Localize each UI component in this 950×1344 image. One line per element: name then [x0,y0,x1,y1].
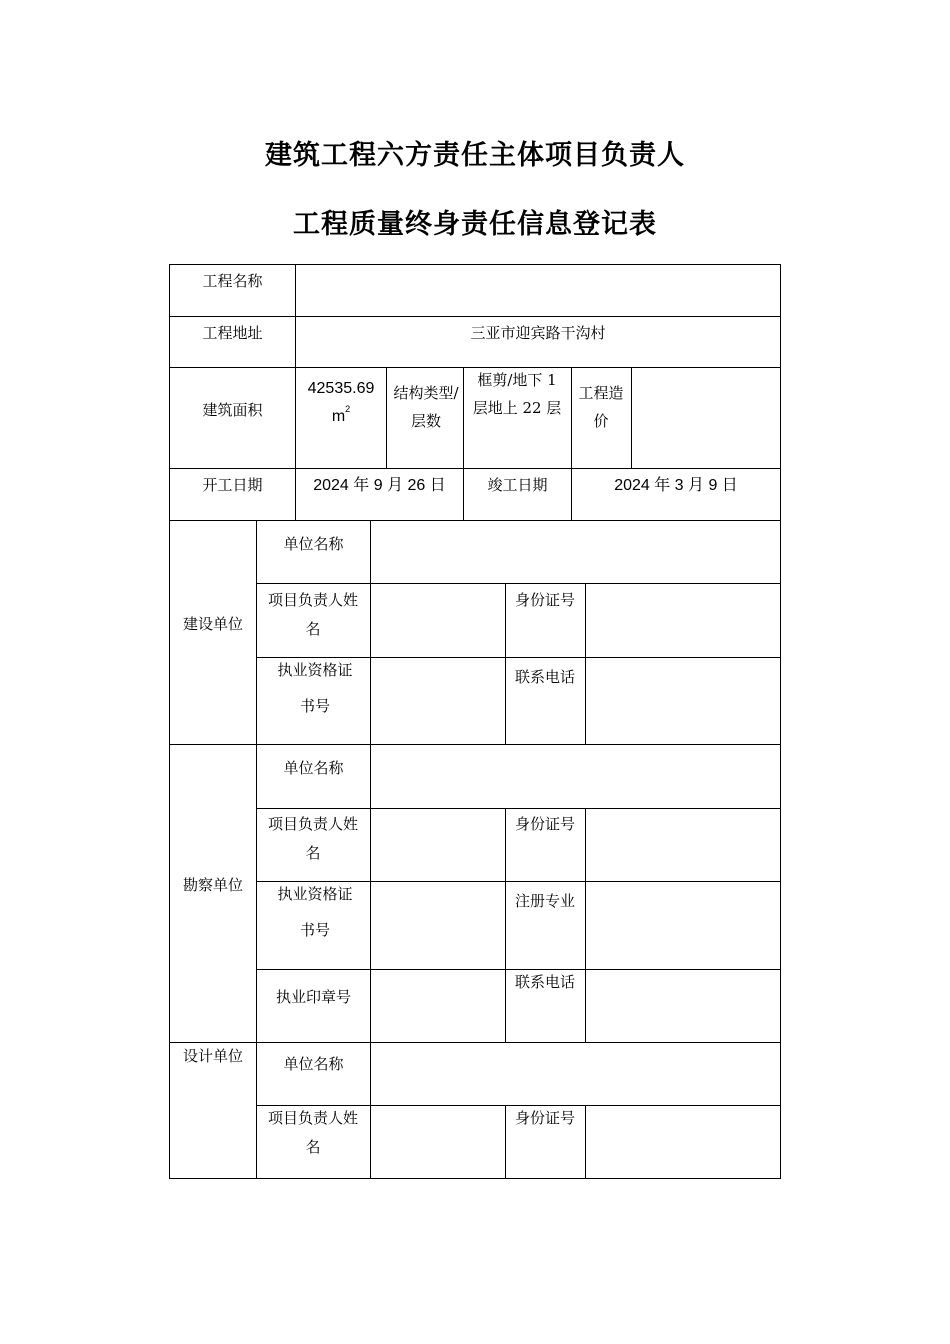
design-unit-name-value[interactable] [371,1042,780,1045]
project-name-label: 工程名称 [202,272,263,290]
building-area-value[interactable] [296,375,386,431]
survey-unit-name-label: 单位名称 [283,759,344,777]
survey-phone-value[interactable] [586,969,780,972]
construction-unit-name-value[interactable] [371,520,780,523]
survey-cert-value[interactable] [371,881,505,884]
construction-phone-label: 联系电话 [515,668,576,686]
design-id-value[interactable] [586,1105,780,1108]
construction-unit-label: 建设单位 [182,615,243,633]
survey-seal-value[interactable] [371,969,505,972]
construction-unit-name-label: 单位名称 [283,535,344,553]
survey-unit-name-value[interactable] [371,744,780,747]
survey-seal-label: 执业印章号 [275,988,351,1006]
construction-id-label: 身份证号 [515,591,576,609]
construction-id-value[interactable] [586,583,780,586]
survey-unit-label: 勘察单位 [182,876,243,894]
survey-major-label: 注册专业 [515,892,576,910]
design-manager-name-value[interactable] [371,1105,505,1108]
survey-cert-label: 执业资格证书号 [277,885,353,939]
survey-major-value[interactable] [586,881,780,884]
project-cost-label: 工程造价 [578,384,624,430]
project-address-value[interactable]: 三亚市迎宾路干沟村 [470,324,606,342]
construction-cert-value[interactable] [371,657,505,660]
design-id-label: 身份证号 [515,1109,576,1127]
design-unit-name-label: 单位名称 [283,1055,344,1073]
project-cost-value[interactable] [632,367,780,370]
structure-type-label: 结构类型/层数 [393,384,459,430]
design-manager-name-label: 项目负责人姓名 [267,1109,358,1156]
project-address-label: 工程地址 [202,324,263,342]
survey-id-value[interactable] [586,808,780,811]
design-unit-label: 设计单位 [182,1047,243,1065]
document-title-line2: 工程质量终身责任信息登记表 [293,209,657,240]
survey-id-label: 身份证号 [515,815,576,833]
finish-date-label: 竣工日期 [487,476,548,494]
survey-phone-label: 联系电话 [515,973,576,991]
area-unit-sup: 2 [345,404,351,414]
start-date-label: 开工日期 [202,476,263,494]
area-number: 42535.69 [307,380,375,397]
document-title-line1: 建筑工程六方责任主体项目负责人 [265,140,685,171]
construction-manager-name-label: 项目负责人姓名 [267,591,358,638]
building-area-label: 建筑面积 [202,401,263,419]
structure-type-value[interactable]: 框剪/地下 1 层地上 22 层 [472,371,562,417]
project-name-value[interactable] [296,264,780,267]
survey-manager-name-label: 项目负责人姓名 [267,815,358,862]
survey-manager-name-value[interactable] [371,808,505,811]
construction-manager-name-value[interactable] [371,583,505,586]
construction-phone-value[interactable] [586,657,780,660]
area-unit: m [331,408,346,425]
finish-date-value[interactable]: 2024 年 3 月 9 日 [614,477,738,494]
construction-cert-label: 执业资格证书号 [277,661,353,715]
start-date-value[interactable]: 2024 年 9 月 26 日 [313,477,446,494]
